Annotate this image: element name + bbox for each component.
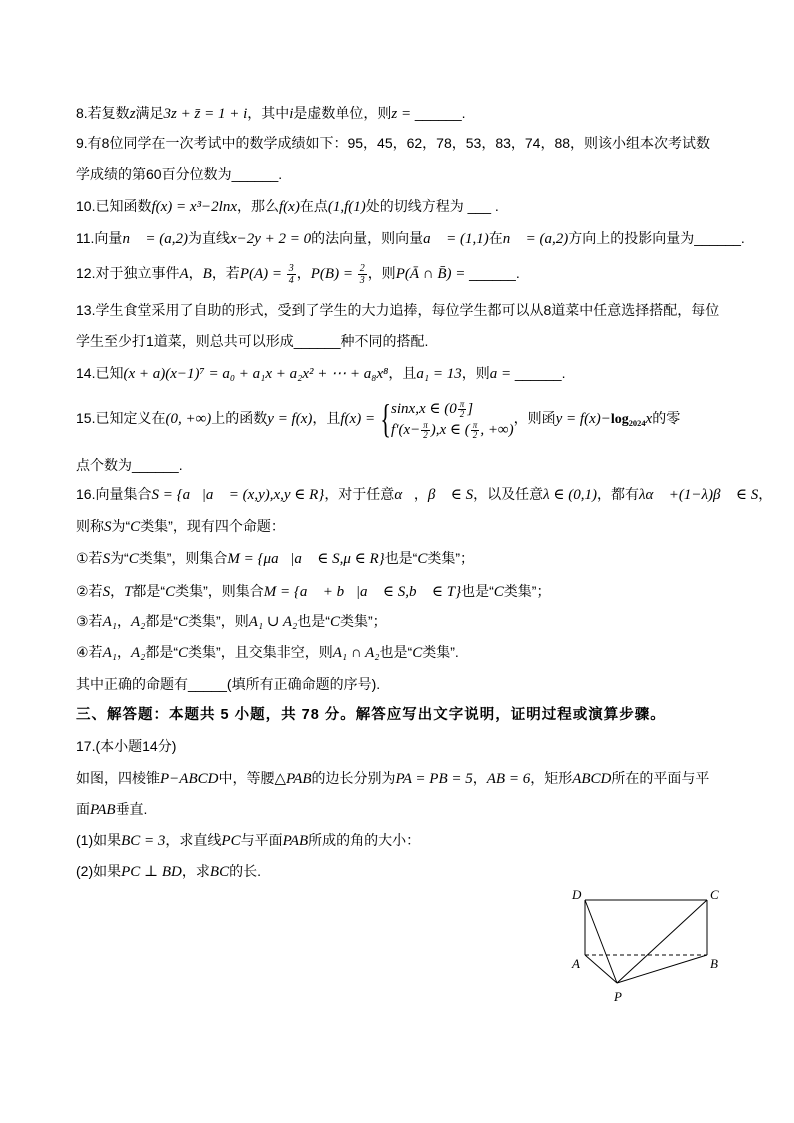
text-run: 所成的角的大小： — [308, 832, 421, 848]
section-heading — [76, 705, 666, 725]
text-run: 类集”，且交集非空，则 — [188, 644, 333, 660]
vertex-label-D: D — [572, 887, 582, 902]
fraction — [421, 421, 430, 440]
edge-CP — [617, 900, 707, 983]
text-run: 15.已知定义在 — [76, 410, 166, 426]
math-expression: P(A) = — [239, 266, 286, 282]
question-9-line-2 — [76, 164, 282, 184]
math-expression: y = f(x) — [267, 411, 313, 427]
math-expression: 3z + z̄ = 1 + i — [163, 106, 248, 122]
math-expression: C — [178, 614, 189, 630]
text-run: 8.若复数 — [76, 105, 130, 121]
fraction-numerator: π — [472, 420, 478, 431]
math-expression: BC = 3 — [121, 833, 166, 849]
text-run: 类集”，则集合 — [138, 550, 228, 566]
math-expression: A₁ — [102, 645, 117, 661]
math-expression: f(x) = x³−2lnx — [151, 199, 238, 215]
math-expression: A₂ — [130, 645, 146, 661]
fraction-denominator: 2 — [423, 430, 428, 441]
question-16-proposition-1 — [76, 548, 474, 568]
text-run: 其中正确的命题有_____(填所有正确命题的序号). — [76, 676, 381, 692]
fraction — [471, 421, 480, 440]
text-run: 类集”，则集合 — [175, 583, 264, 599]
text-run: 则称 — [76, 518, 104, 534]
text-run: 17.(本小题14分) — [76, 738, 177, 754]
math-expression: A₁ ∪ A₂ — [248, 614, 298, 630]
math-expression: S — [102, 551, 111, 567]
text-run: 的法向量，则向量 — [311, 230, 424, 246]
question-16-line-2 — [76, 516, 285, 536]
math-expression: C — [165, 584, 176, 600]
text-run: ， — [116, 644, 131, 660]
math-expression: sinx,x ∈ (0 — [391, 401, 457, 418]
text-run: 垂直. — [115, 801, 148, 817]
text-run: ，其中 — [247, 105, 290, 121]
edge-BP — [617, 955, 707, 983]
text-run: 如图，四棱锥 — [76, 770, 160, 786]
fraction-denominator: 4 — [288, 274, 294, 286]
text-run: (1)如果 — [76, 832, 122, 848]
question-17-part-1 — [76, 830, 420, 850]
question-8-line — [76, 103, 466, 123]
math-expression: f(x) = — [340, 411, 379, 427]
text-run: ， — [413, 486, 428, 502]
question-16-proposition-4 — [76, 642, 459, 662]
text-run: ，矩形 — [530, 770, 573, 786]
text-run: ③若 — [76, 613, 103, 629]
text-run: 点个数为______. — [76, 457, 183, 473]
text-run: ，都有 — [596, 486, 639, 502]
text-run: ，求直线 — [165, 832, 222, 848]
math-expression: (x + a)(x−1)⁷ = a₀ + a₁x + a₂x² + ⋯ + a₈x⁸ — [123, 366, 389, 382]
text-run: 也是“ — [384, 550, 418, 566]
text-run: 上的函数 — [211, 410, 268, 426]
math-expression: A₁ ∩ A₂ — [332, 645, 380, 661]
text-run: (2)如果 — [76, 863, 122, 879]
piecewise-brace: { — [380, 396, 391, 442]
question-13-line-2 — [76, 331, 428, 351]
math-expression: P(Ā ∩ B̄) = — [395, 266, 470, 282]
math-expression: C — [178, 645, 189, 661]
math-expression: M = {a⃗ + b⃗|a⃗ ∈ S,b⃗ ∈ T} — [263, 584, 462, 600]
math-expression: S — [102, 584, 111, 600]
piecewise-case — [391, 419, 514, 440]
question-16-answer-line — [76, 674, 380, 694]
text-run: ，对于任意 — [324, 486, 395, 502]
question-16-line-1 — [76, 484, 773, 504]
math-expression: (0, +∞) — [165, 411, 212, 427]
math-expression: f(x) — [279, 199, 300, 215]
edge-DP — [585, 900, 617, 983]
math-expression: λα⃗ +(1−λ)β⃗ ∈ S — [638, 487, 759, 503]
text-run: ，以及任意 — [473, 486, 544, 502]
text-run: 与平面 — [240, 832, 283, 848]
math-expression: a = — [489, 366, 515, 382]
text-run: ，求 — [181, 863, 210, 879]
text-run: ， — [758, 486, 773, 502]
question-12-line — [76, 259, 520, 287]
fraction-denominator: 2 — [459, 409, 465, 420]
question-15-line-1 — [76, 395, 680, 441]
text-run: ， — [188, 265, 203, 281]
fraction — [458, 400, 467, 419]
text-run: 类集”，则 — [188, 613, 249, 629]
math-expression: BC — [209, 864, 230, 880]
math-expression: y = f(x)− — [555, 411, 611, 427]
math-expression: A — [179, 266, 189, 282]
text-run: ______. — [414, 105, 466, 121]
piecewise-case — [391, 398, 514, 419]
question-13-line-1 — [76, 300, 719, 320]
fraction-denominator: 3 — [359, 274, 365, 286]
text-run: 在点 — [299, 198, 328, 214]
math-expression: x — [645, 411, 653, 427]
text-run: 在 — [488, 230, 503, 246]
text-run: 所在的平面与平 — [611, 770, 710, 786]
text-run: 类集”，现有四个命题： — [140, 518, 285, 534]
math-expression: n⃗ = (a,2) — [502, 231, 569, 247]
math-expression: A₁ — [102, 614, 117, 630]
text-run: 都是“ — [145, 644, 179, 660]
math-expression: β⃗ ∈ S — [427, 487, 474, 503]
vertex-label-P: P — [614, 989, 622, 1004]
question-10-line — [76, 196, 499, 216]
text-run: ， — [110, 583, 125, 599]
question-16-proposition-3 — [76, 611, 387, 631]
piecewise-definition — [379, 398, 514, 440]
text-run: 也是“ — [379, 644, 413, 660]
math-expression: AB = 6 — [486, 771, 531, 787]
question-17-stem-line-1 — [76, 768, 709, 788]
edge-AP — [585, 955, 617, 983]
question-16-proposition-2 — [76, 581, 550, 601]
math-expression: (1,f(1) — [327, 199, 366, 215]
math-expression: S = {a⃗|a⃗ = (x,y),x,y ∈ R} — [151, 487, 325, 503]
pyramid-figure — [560, 880, 730, 1010]
text-run: ， — [472, 770, 487, 786]
text-run: 面 — [76, 801, 90, 817]
text-run: 中，等腰 — [218, 770, 275, 786]
math-expression: PAB — [90, 802, 116, 818]
math-expression: x−2y + 2 = 0 — [229, 231, 312, 247]
math-expression: λ ∈ (0,1) — [543, 487, 597, 503]
text-run: 9.有8位同学在一次考试中的数学成绩如下：95，45，62，78，53，83，74，88，则该小组本次考试数 — [76, 135, 711, 151]
math-expression: ABCD — [572, 771, 612, 787]
math-expression: B — [202, 266, 212, 282]
text-run: 学生至少打1道菜，则总共可以形成______种不同的搭配. — [76, 333, 429, 349]
math-expression: C — [128, 551, 139, 567]
text-run: 16.向量集合 — [76, 486, 152, 502]
math-expression: n⃗ = (a,2) — [122, 231, 188, 247]
question-15-line-2 — [76, 455, 183, 475]
text-run: 三、解答题：本题共 5 小题，共 78 分。解答应写出文字说明，证明过程或演算步骤。 — [76, 707, 666, 723]
text-run: ①若 — [76, 550, 103, 566]
text-run: ，则函 — [513, 410, 556, 426]
math-expression: a₁ = 13 — [416, 366, 462, 382]
math-expression: C — [417, 551, 428, 567]
text-run: 10.已知函数 — [76, 198, 152, 214]
text-run: 是虚数单位，则 — [293, 105, 392, 121]
text-run: 满足 — [135, 105, 164, 121]
text-run: ，且 — [388, 365, 417, 381]
text-run: 11.向量 — [76, 230, 123, 246]
text-run: 类集”； — [339, 613, 387, 629]
piecewise-rows — [391, 398, 514, 440]
math-expression: PC ⊥ BD — [121, 864, 182, 880]
text-run: 都是“ — [145, 613, 179, 629]
math-expression: A₂ — [130, 614, 146, 630]
fraction-numerator: π — [423, 420, 428, 431]
math-expression: i — [289, 106, 294, 122]
math-expression: , +∞) — [480, 422, 514, 439]
fraction — [287, 263, 296, 286]
fraction-numerator: 3 — [288, 262, 294, 274]
math-expression: C — [412, 645, 423, 661]
text-run: 的长. — [229, 863, 261, 879]
question-17-stem-line-2 — [76, 799, 147, 819]
question-14-line — [76, 363, 565, 383]
fraction-denominator: 2 — [472, 430, 478, 441]
math-expression: P−ABCD — [160, 771, 219, 787]
math-expression: ),x ∈ ( — [430, 422, 470, 439]
math-expression: C — [130, 519, 141, 535]
text-run: 为直线 — [187, 230, 230, 246]
math-expression: C — [493, 584, 504, 600]
fraction-numerator: π — [459, 399, 465, 410]
text-run: 为“ — [110, 550, 129, 566]
math-expression: ] — [467, 401, 474, 418]
text-run: ，且 — [312, 410, 341, 426]
math-expression: T — [124, 584, 133, 600]
math-expression: PC — [221, 833, 241, 849]
math-expression: z = — [391, 106, 415, 122]
text-run: 也是“ — [461, 583, 494, 599]
text-run: 类集”； — [503, 583, 551, 599]
question-17-part-2 — [76, 861, 261, 881]
math-expression: f′(x− — [391, 422, 421, 439]
math-expression: M = {μa⃗|a⃗ ∈ S,μ ∈ R} — [227, 551, 385, 567]
math-expression: △PAB — [274, 771, 312, 787]
text-run: ，则 — [461, 365, 490, 381]
text-run: ______. — [514, 365, 566, 381]
math-operator: log₂₀₂₄ — [610, 412, 646, 427]
text-run: ，若 — [211, 265, 240, 281]
text-run: 13.学生食堂采用了自助的形式，受到了学生的大力追捧，每位学生都可以从8道菜中任意选择搭配，每位 — [76, 302, 720, 318]
text-run: ②若 — [76, 583, 103, 599]
math-expression: S — [104, 519, 112, 535]
math-expression: α⃗ — [394, 487, 414, 503]
math-expression: P(B) = — [310, 266, 357, 282]
text-run: 12.对于独立事件 — [76, 265, 180, 281]
math-expression: PAB — [282, 833, 309, 849]
text-run: ，那么 — [237, 198, 280, 214]
vertex-label-A: A — [572, 956, 580, 971]
text-run: 类集”； — [427, 550, 475, 566]
text-run: 的零 — [652, 410, 681, 426]
text-run: 的边长分别为 — [311, 770, 396, 786]
math-expression: PA = PB = 5 — [395, 771, 473, 787]
question-17-title — [76, 736, 176, 756]
vertex-label-B: B — [710, 956, 718, 971]
text-run: 都是“ — [132, 583, 166, 599]
math-expression: a⃗ = (1,1) — [423, 231, 489, 247]
text-run: ，则 — [367, 265, 396, 281]
text-run: ， — [116, 613, 131, 629]
text-run: 类集”. — [422, 644, 459, 660]
vertex-label-C: C — [710, 887, 719, 902]
math-expression: z — [129, 106, 136, 122]
text-run: 14.已知 — [76, 365, 124, 381]
text-run: 处的切线方程为 ___ . — [365, 198, 499, 214]
question-11-line — [76, 228, 745, 248]
text-run: 学成绩的第60百分位数为______. — [76, 166, 283, 182]
question-9-line-1 — [76, 133, 710, 153]
text-run: ， — [296, 265, 311, 281]
text-run: 为“ — [111, 518, 131, 534]
math-expression: C — [329, 614, 340, 630]
text-run: 方向上的投影向量为______. — [568, 230, 745, 246]
text-run: ______. — [469, 265, 520, 281]
fraction-numerator: 2 — [359, 262, 365, 274]
text-run: 也是“ — [297, 613, 330, 629]
fraction — [358, 263, 367, 286]
text-run: ④若 — [76, 644, 103, 660]
